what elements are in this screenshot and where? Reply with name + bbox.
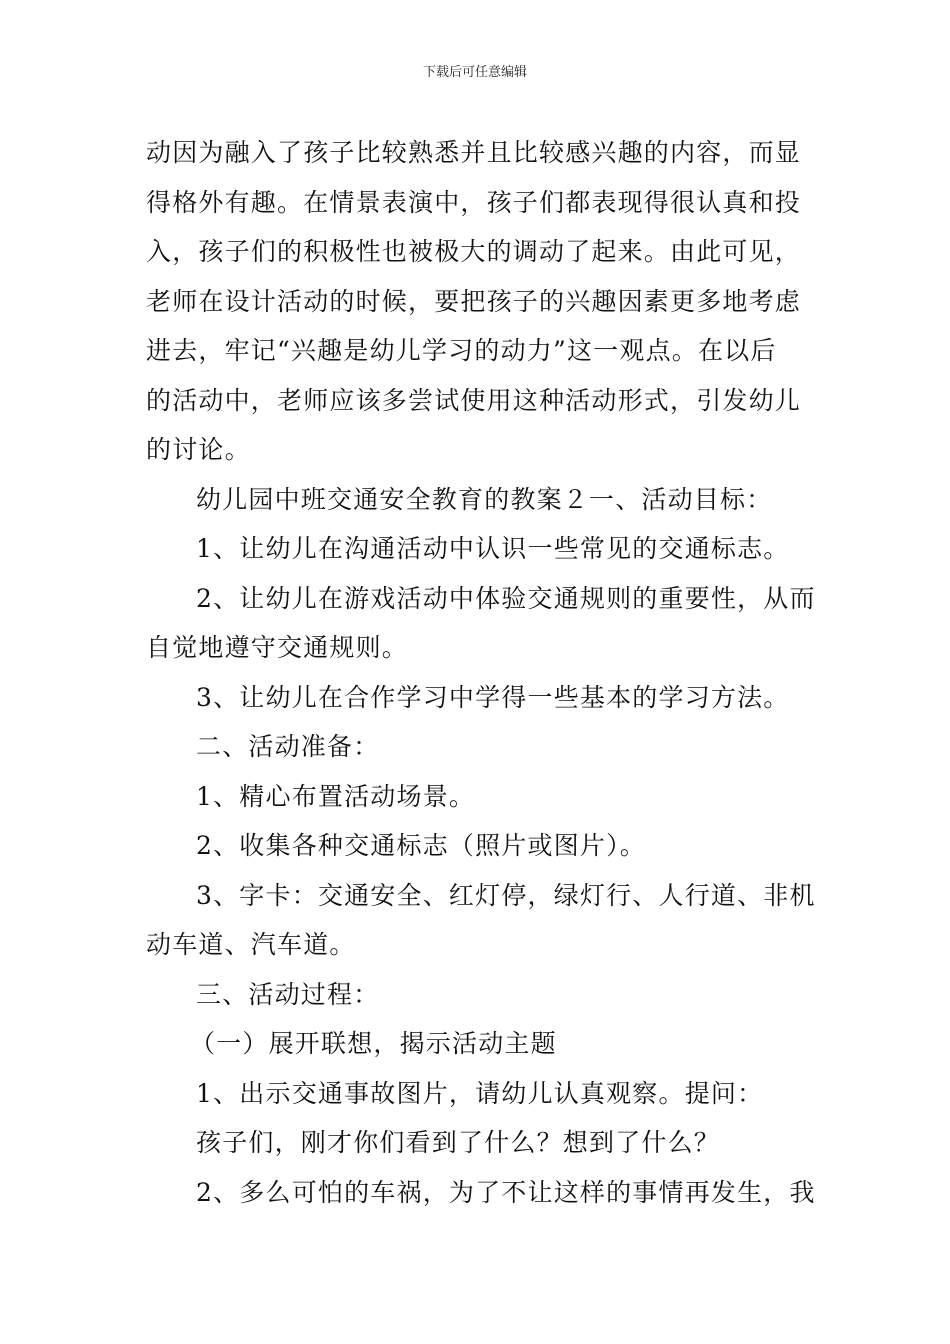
body-line: 的讨论。 xyxy=(146,435,251,464)
section-heading: 幼儿园中班交通安全教育的教案２一、活动目标： xyxy=(196,484,773,514)
page-header: 下载后可任意编辑 xyxy=(422,65,527,80)
body-line: 进去，牢记“兴趣是幼儿学习的动力”这一观点。在以后 xyxy=(146,336,777,365)
document-body xyxy=(146,128,816,1217)
body-line: 入，孩子们的积极性也被极大的调动了起来。由此可见， xyxy=(146,237,802,266)
body-line: 老师在设计活动的时候，要把孩子的兴趣因素更多地考虑 xyxy=(146,286,802,316)
section-heading: 三、活动过程： xyxy=(196,979,380,1009)
body-line: 的活动中，老师应该多尝试使用这种活动形式，引发幼儿 xyxy=(146,385,802,415)
section-heading: 二、活动准备： xyxy=(196,732,380,761)
list-item: 2、多么可怕的车祸，为了不让这样的事情再发生，我 xyxy=(196,1177,816,1207)
list-item: 1、精心布置活动场景。 xyxy=(196,781,476,811)
subsection-heading: （一）展开联想，揭示活动主题 xyxy=(190,1029,557,1058)
body-line: 动因为融入了孩子比较熟悉并且比较感兴趣的内容，而显 xyxy=(146,138,802,167)
list-item-continuation: 自觉地遵守交通规则。 xyxy=(146,633,409,662)
list-item: 2、让幼儿在游戏活动中体验交通规则的重要性，从而 xyxy=(196,583,816,613)
list-item: 1、出示交通事故图片，请幼儿认真观察。提问： xyxy=(196,1078,764,1108)
body-line: 孩子们，刚才你们看到了什么？想到了什么？ xyxy=(196,1128,721,1157)
body-line: 得格外有趣。在情景表演中，孩子们都表现得很认真和投 xyxy=(146,187,802,217)
list-item-continuation: 动车道、汽车道。 xyxy=(146,930,356,959)
list-item: 1、让幼儿在沟通活动中认识一些常见的交通标志。 xyxy=(196,534,790,563)
list-item: 3、让幼儿在合作学习中学得一些基本的学习方法。 xyxy=(196,682,790,712)
list-item: 3、字卡：交通安全、红灯停，绿灯行、人行道、非机 xyxy=(196,880,816,910)
list-item: 2、收集各种交通标志（照片或图片）。 xyxy=(196,831,647,860)
